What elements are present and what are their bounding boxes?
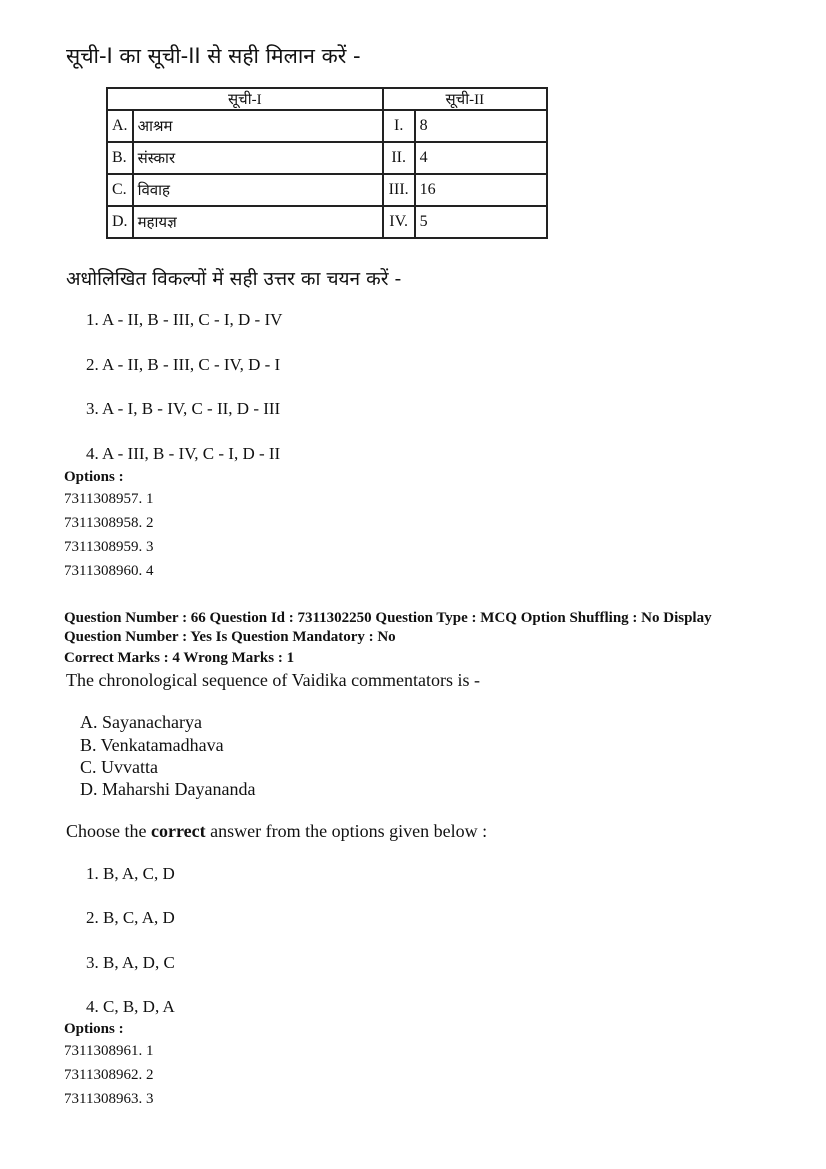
option-id: 7311308963. 3 [64, 1091, 154, 1107]
answer-choice: 3. A - I, B - IV, C - II, D - III [86, 399, 281, 418]
question-instruction [66, 821, 487, 842]
options-label: Options : [64, 1021, 124, 1037]
row-letter: D. [107, 206, 133, 238]
column-header: सूची-I [107, 88, 383, 110]
row-letter: A. [107, 110, 133, 142]
question-meta: Question Number : 66 Question Id : 7311302250 Question Type : MCQ Option Shuffling : No Display [64, 610, 712, 626]
column-header: सूची-II [383, 88, 547, 110]
list-item: D. Maharshi Dayananda [80, 779, 256, 799]
answer-choice: 4. C, B, D, A [86, 997, 175, 1016]
instruction-text: Choose the [66, 821, 151, 841]
options-label: Options : [64, 469, 124, 485]
row-letter: C. [107, 174, 133, 206]
instruction-emphasis: correct [151, 821, 206, 841]
answer-choice: 2. B, C, A, D [86, 908, 175, 927]
table-row [107, 142, 547, 174]
list-item: B. Venkatamadhava [80, 735, 224, 755]
question-meta: Question Number : Yes Is Question Mandatory : No [64, 629, 396, 645]
option-id: 7311308962. 2 [64, 1067, 154, 1083]
table-header-row [107, 88, 547, 110]
question-stem: The chronological sequence of Vaidika commentators is - [66, 670, 481, 690]
answer-choice: 1. A - II, B - III, C - I, D - IV [86, 310, 283, 329]
left-cell: महायज्ञ [133, 206, 383, 238]
option-id: 7311308958. 2 [64, 515, 154, 531]
list-item: A. Sayanacharya [80, 712, 202, 732]
option-id: 7311308961. 1 [64, 1043, 154, 1059]
question-heading: सूची-I का सूची-II से सही मिलान करें - [66, 44, 361, 68]
question-meta: Correct Marks : 4 Wrong Marks : 1 [64, 650, 295, 666]
option-id: 7311308960. 4 [64, 563, 154, 579]
answer-choice: 4. A - III, B - IV, C - I, D - II [86, 444, 281, 463]
right-cell: 8 [415, 110, 547, 142]
left-cell: संस्कार [133, 142, 383, 174]
list-item: C. Uvvatta [80, 757, 158, 777]
left-cell: विवाह [133, 174, 383, 206]
left-cell: आश्रम [133, 110, 383, 142]
match-table [106, 87, 548, 239]
row-letter: B. [107, 142, 133, 174]
row-numeral: IV. [383, 206, 415, 238]
question-instruction: अधोलिखित विकल्पों में सही उत्तर का चयन करें - [66, 268, 402, 290]
right-cell: 5 [415, 206, 547, 238]
instruction-text: answer from the options given below : [205, 821, 488, 841]
option-id: 7311308957. 1 [64, 491, 154, 507]
option-id: 7311308959. 3 [64, 539, 154, 555]
row-numeral: I. [383, 110, 415, 142]
right-cell: 4 [415, 142, 547, 174]
table-row [107, 206, 547, 238]
row-numeral: II. [383, 142, 415, 174]
row-numeral: III. [383, 174, 415, 206]
table-row [107, 174, 547, 206]
answer-choice: 3. B, A, D, C [86, 953, 175, 972]
answer-choice: 2. A - II, B - III, C - IV, D - I [86, 355, 281, 374]
right-cell: 16 [415, 174, 547, 206]
table-row [107, 110, 547, 142]
answer-choice: 1. B, A, C, D [86, 864, 175, 883]
